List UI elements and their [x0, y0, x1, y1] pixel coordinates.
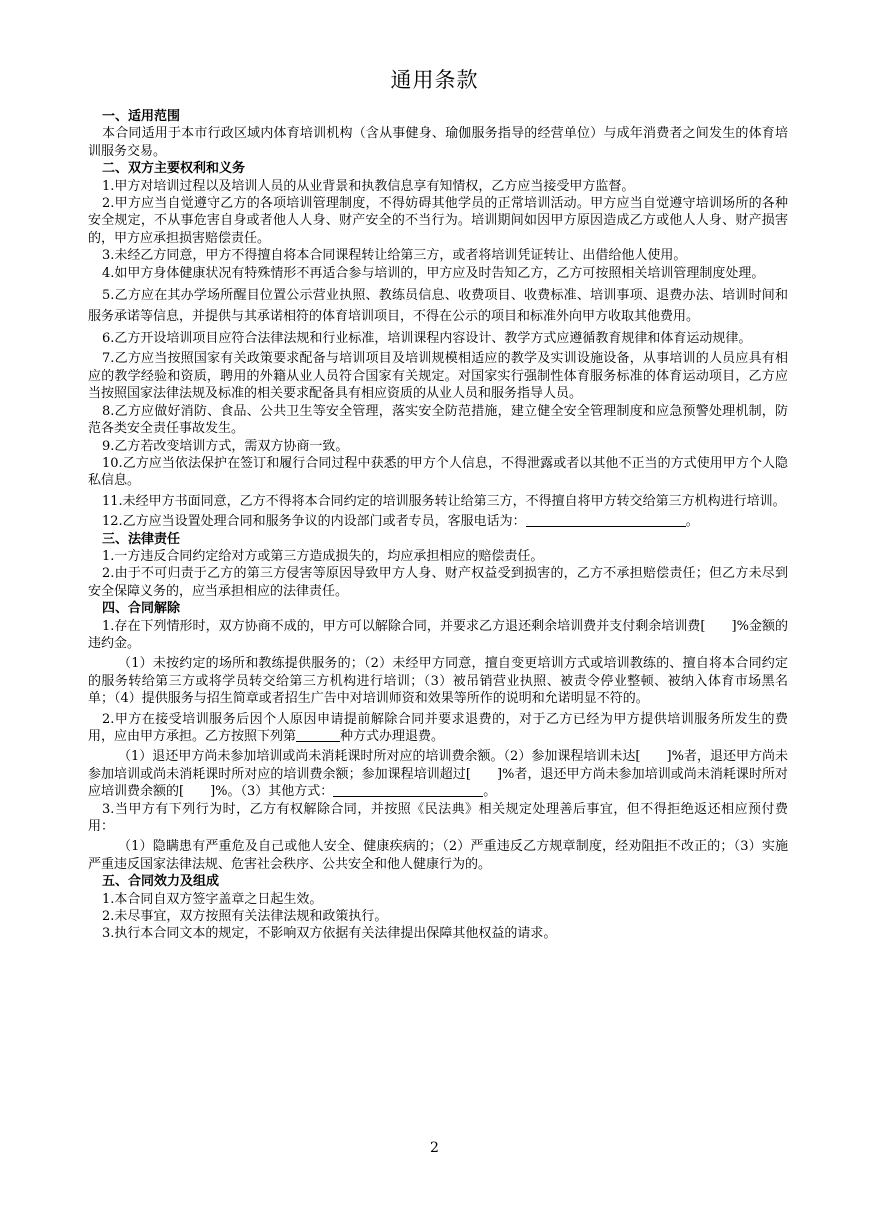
clause-2-9: 9.乙方若改变培训方式，需双方协商一致。: [102, 438, 349, 454]
clause-4-2-text-a: 2.甲方在接受培训服务后因个人原因申请提前解除合同并要求退费的，对于乙方已经为甲方提供培训服务所发生的费用，应由甲方承担。乙方按照下列第: [88, 711, 788, 744]
clause-4-2-sub-text: （1）退还甲方尚未参加培训或尚未消耗课时所对应的培训费余额。（2）参加课程培训未达[ ]%者，退还甲方尚未参加培训或尚未消耗课时所对应的培训费余额；参加课程培训超过[ ]%者，退还甲方尚未参加培训或尚未消耗课时所对应培训费余额的[ ]%。（3）其他方式：: [88, 749, 788, 800]
clause-5-1: 1.本合同自双方签字盖章之日起生效。: [102, 891, 323, 907]
clause-4-3-sub: （1）隐瞒患有严重危及自己或他人安全、健康疾病的；（2）严重违反乙方规章制度，经劝阻拒不改正的；（3）实施严重违反国家法律法规、危害社会秩序、公共安全和他人健康行为的。: [88, 839, 788, 872]
section-heading-liability: 三、法律责任: [102, 531, 181, 547]
clause-2-5: 5.乙方应在其办学场所醒目位置公示营业执照、教练员信息、收费项目、收费标准、培训事项、退费办法、培训时间和服务承诺等信息，并提供与其承诺相符的体育培训项目，不得在公示的项目和标准外向甲方收取其他费用。: [88, 288, 788, 325]
clause-3-1: 1.一方违反合同约定给对方或第三方造成损失的，均应承担相应的赔偿责任。: [102, 548, 544, 564]
hotline-blank: [526, 513, 686, 527]
clause-4-2-text-b: 种方式办理退费。: [340, 729, 445, 744]
section-heading-scope: 一、适用范围: [102, 109, 181, 124]
clause-5-3: 3.执行本合同文本的规定，不影响双方依据有关法律提出保障其他权益的请求。: [102, 926, 557, 942]
clause-2-10: 10.乙方应当依法保护在签订和履行合同过程中获悉的甲方个人信息，不得泄露或者以其他不正当的方式使用甲方个人隐私信息。: [88, 455, 788, 489]
scope-paragraph: 本合同适用于本市行政区域内体育培训机构（含从事健身、瑜伽服务指导的经营单位）与成年消费者之间发生的体育培训服务交易。: [88, 126, 788, 159]
clause-4-2: [88, 711, 788, 746]
clause-4-2-sub: [88, 748, 788, 800]
page-number: 2: [430, 1140, 439, 1156]
clause-2-4: 4.如甲方身体健康状况有特殊情形不再适合参与培训的，甲方应及时告知乙方，乙方可按照相关培训管理制度处理。: [102, 265, 765, 281]
clause-2-12: [88, 513, 788, 530]
clause-2-8: 8.乙方应做好消防、食品、公共卫生等安全管理，落实安全防范措施，建立健全安全管理制度和应急预警处理机制，防范各类安全责任事故发生。: [88, 403, 788, 437]
section-heading-rights: 二、双方主要权利和义务: [102, 161, 246, 177]
page-title: 通用条款: [390, 68, 479, 92]
clause-4-1: 1.存在下列情形时，双方协商不成的，甲方可以解除合同，并要求乙方退还剩余培训费并支付剩余培训费[ ]%金额的违约金。: [88, 618, 788, 651]
other-method-blank: [333, 783, 483, 797]
clause-4-3: 3.当甲方有下列行为时，乙方有权解除合同，并按照《民法典》相关规定处理善后事宜，但不得拒绝返还相应预付费用：: [88, 801, 788, 835]
clause-2-1: 1.甲方对培训过程以及培训人员的从业背景和执教信息享有知情权，乙方应当接受甲方监督。: [102, 178, 635, 194]
clause-2-12-end: 。: [685, 514, 699, 530]
refund-method-blank: [296, 728, 340, 742]
clause-4-2-sub-end: 。: [483, 784, 497, 800]
section-heading-effect: 五、合同效力及组成: [102, 874, 220, 890]
clause-4-1-sub: （1）未按约定的场所和教练提供服务的；（2）未经甲方同意，擅自变更培训方式或培训教练的、擅自将本合同约定的服务转给第三方或将学员转交给第三方机构进行培训；（3）被吊销营业执照、被责令停业整顿、被纳入体育市场黑名单；（4）提供服务与招生简章或者招生广告中对培训师资和效果等所作的说明和允诺明显不符的。: [88, 656, 788, 707]
clause-3-2: 2.由于不可归责于乙方的第三方侵害等原因导致甲方人身、财产权益受到损害的，乙方不承担赔偿责任；但乙方未尽到安全保障义务的，应当承担相应的法律责任。: [88, 566, 788, 599]
clause-2-12-text: 12.乙方应当设置处理合同和服务争议的内设部门或者专员，客服电话为：: [102, 514, 526, 530]
clause-2-2: 2.甲方应当自觉遵守乙方的各项培训管理制度，不得妨碍其他学员的正常培训活动。甲方应当自觉遵守培训场所的各种安全规定，不从事危害自身或者他人人身、财产安全的不当行为。培训期间如因甲方原因造成乙方或他人人身、财产损害的，甲方应承担损害赔偿责任。: [88, 196, 788, 246]
clause-2-3: 3.未经乙方同意，甲方不得擅自将本合同课程转让给第三方，或者将培训凭证转让、出借给他人使用。: [102, 248, 687, 264]
section-heading-termination: 四、合同解除: [102, 601, 181, 617]
clause-2-7: 7.乙方应当按照国家有关政策要求配备与培训项目及培训规模相适应的教学及实训设施设备，从事培训的人员应具有相应的教学经验和资质，聘用的外籍从业人员符合国家有关规定。对国家实行强制性体育服务标准的体育运动项目，乙方应当按照国家法律法规及标准的相关要求配备具有相应资质的从业人员和服务指导人员。: [88, 351, 788, 402]
clause-5-2: 2.未尽事宜，双方按照有关法律法规和政策执行。: [102, 909, 388, 925]
clause-2-11: 11.未经甲方书面同意，乙方不得将本合同约定的培训服务转让给第三方，不得擅自将甲方转交给第三方机构进行培训。: [102, 493, 786, 509]
clause-2-6: 6.乙方开设培训项目应符合法律法规和行业标准，培训课程内容设计、教学方式应遵循教育规律和体育运动规律。: [102, 331, 752, 347]
document-body: [88, 108, 788, 943]
